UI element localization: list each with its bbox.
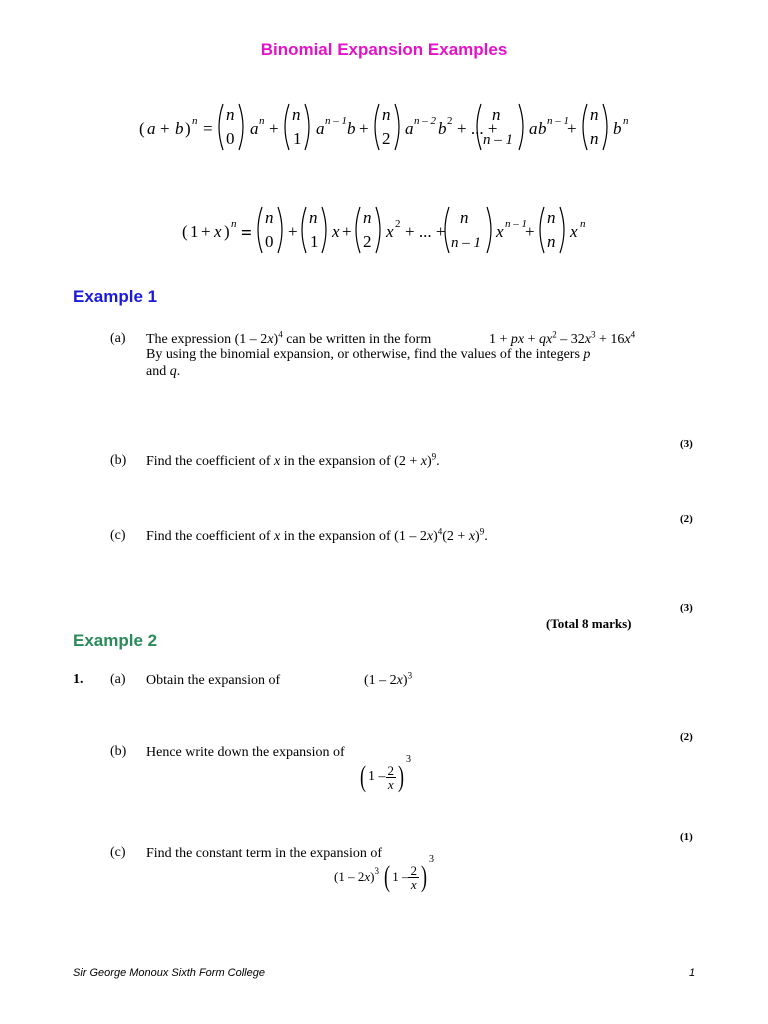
binom-close <box>519 104 523 150</box>
binom-top: n <box>363 208 372 227</box>
term-a: a <box>529 119 538 138</box>
term-exp: 2 <box>447 115 453 127</box>
term-b: b <box>347 119 356 138</box>
term-exp: n <box>623 115 629 127</box>
example-1-part-b-text: Find the coefficient of x in the expansion of $(2 + x)^9$. <box>146 451 440 469</box>
binom-bottom: 0 <box>226 129 235 148</box>
part-b-label: (b) <box>110 453 127 468</box>
binom-open <box>445 207 449 253</box>
term-x: x <box>332 222 340 241</box>
fraction: $\frac{2}{x}$ <box>410 862 417 892</box>
binom-close <box>560 207 564 253</box>
lhs-exponent: n <box>192 115 198 127</box>
term-exp: n <box>580 218 586 230</box>
lhs-open-paren: ( <box>139 119 145 138</box>
close-paren: ) <box>420 860 427 893</box>
binomial-theorem-formula <box>135 98 635 156</box>
binomial-series-formula <box>178 201 598 259</box>
term-x: x <box>570 222 578 241</box>
binom-bottom: 1 <box>310 232 319 251</box>
part-b-marks: (1) <box>680 831 693 843</box>
binom-bottom: n <box>547 232 556 251</box>
binom-close <box>395 104 399 150</box>
binom-bottom: 0 <box>265 232 274 251</box>
binom-close <box>239 104 243 150</box>
example-2-part-b-expression: ( 1 – $\frac{2}{x}$ )$^3$ <box>360 754 411 793</box>
part-a-label: (a) <box>110 331 126 346</box>
open-paren: ( <box>384 860 391 893</box>
example-1-heading: Example 1 <box>73 287 158 306</box>
example-2-part-c-expression: (1 – 2x)$^3$ ( 1 – $\frac{2}{x}$ )$^3$ <box>334 854 434 893</box>
formula-equals: = <box>241 223 252 244</box>
example-1-target-form: 1 + px + $qx^2 - 32x^3 + 16x^4$ <box>489 329 636 347</box>
formula-a: a <box>147 119 156 138</box>
lhs-open-paren: ( <box>182 222 188 241</box>
binom-top: n <box>460 208 469 227</box>
binom-top: n <box>492 105 501 124</box>
binom-close <box>376 207 380 253</box>
open-paren: ( <box>360 760 366 793</box>
formula-plus: + <box>288 222 298 241</box>
part-c-marks: (3) <box>680 602 693 614</box>
binom-close <box>487 207 491 253</box>
binom-bottom: n – 1 <box>483 132 513 148</box>
page-number: 1 <box>689 967 696 979</box>
binom-open <box>258 207 262 253</box>
example-2-part-c-text: Find the constant term in the expansion of <box>146 846 383 861</box>
formula-plus: + <box>359 119 369 138</box>
example-2-part-b-text: Hence write down the expansion of <box>146 745 345 760</box>
footer-college-name: Sir George Monoux Sixth Form College <box>73 967 265 979</box>
formula-plus: + <box>525 222 535 241</box>
binom-top: n <box>382 105 391 124</box>
term-a: a <box>316 119 325 138</box>
lhs-close-paren: ) <box>224 222 230 241</box>
formula-x: x <box>214 222 222 241</box>
part-a-marks: (3) <box>680 438 693 450</box>
lhs-close-paren: ) <box>185 119 191 138</box>
example-2-heading: Example 2 <box>73 631 158 650</box>
term-x: x <box>386 222 394 241</box>
binom-close <box>603 104 607 150</box>
part-a-marks: (2) <box>680 731 693 743</box>
binom-top: n <box>547 208 556 227</box>
example-2-part-a-text: Obtain the expansion of <box>146 673 281 688</box>
binom-top: n <box>265 208 274 227</box>
binom-bottom: 1 <box>293 129 302 148</box>
part-b-marks: (2) <box>680 513 693 525</box>
formula-plus: + <box>160 119 170 138</box>
term-b: b <box>538 119 547 138</box>
term-x: x <box>496 222 504 241</box>
formula-plus: + <box>342 222 352 241</box>
formula-b: b <box>175 119 184 138</box>
binom-bottom: n – 1 <box>451 235 481 251</box>
total-marks: (Total 8 marks) <box>546 616 632 631</box>
binom-open <box>285 104 289 150</box>
term-b: b <box>613 119 622 138</box>
close-paren: ) <box>398 760 404 793</box>
lhs-exponent: n <box>231 218 237 230</box>
binom-open <box>356 207 360 253</box>
question-number: 1. <box>73 672 84 687</box>
formula-plus: + <box>567 119 577 138</box>
binom-bottom: 2 <box>363 232 372 251</box>
formula-one: 1 <box>190 222 199 241</box>
binom-bottom: 2 <box>382 129 391 148</box>
term-b: b <box>438 119 447 138</box>
binom-open <box>540 207 544 253</box>
term-exp: 2 <box>395 218 401 230</box>
binom-bottom: n <box>590 129 599 148</box>
term-exp: n – 1 <box>325 115 347 127</box>
example-1-part-a-line-2: By using the binomial expansion, or otherwise, find the values of the integers p <box>146 347 591 362</box>
formula-plus: + <box>269 119 279 138</box>
example-1-part-c-text: Find the coefficient of x in the expansion of $(1 - 2x)^4(2 + x)^9$. <box>146 526 488 544</box>
example-1-part-a-line-3: and q. <box>146 364 181 379</box>
formula-dots: + ... + <box>405 222 446 241</box>
binom-top: n <box>292 105 301 124</box>
binom-close <box>278 207 282 253</box>
example-1-part-a-line-1: The expression (1 – 2x)$^4$ can be written in the form <box>146 329 432 347</box>
binom-close <box>322 207 326 253</box>
part-b-label: (b) <box>110 744 127 759</box>
formula-equals: = <box>203 119 213 138</box>
binom-open <box>302 207 306 253</box>
term-exp: n <box>259 115 265 127</box>
term-exp: n – 2 <box>414 115 436 127</box>
binom-close <box>305 104 309 150</box>
page-title: Binomial Expansion Examples <box>260 40 508 59</box>
binom-top: n <box>309 208 318 227</box>
formula-plus: + <box>201 222 211 241</box>
term-a: a <box>405 119 414 138</box>
term-exp: n – 1 <box>547 115 569 127</box>
binom-top: n <box>590 105 599 124</box>
binom-open <box>219 104 223 150</box>
example-2-part-a-expression: (1 – 2x)$^3$ <box>364 670 413 688</box>
binom-open <box>375 104 379 150</box>
part-c-label: (c) <box>110 528 126 543</box>
part-a-label: (a) <box>110 672 126 687</box>
term-a: a <box>250 119 259 138</box>
term-exp: n – 1 <box>505 218 527 230</box>
binom-top: n <box>226 105 235 124</box>
binom-open <box>583 104 587 150</box>
formula-dots: + ... + <box>457 119 498 138</box>
part-c-label: (c) <box>110 845 126 860</box>
fraction: $\frac{2}{x}$ <box>387 762 394 792</box>
